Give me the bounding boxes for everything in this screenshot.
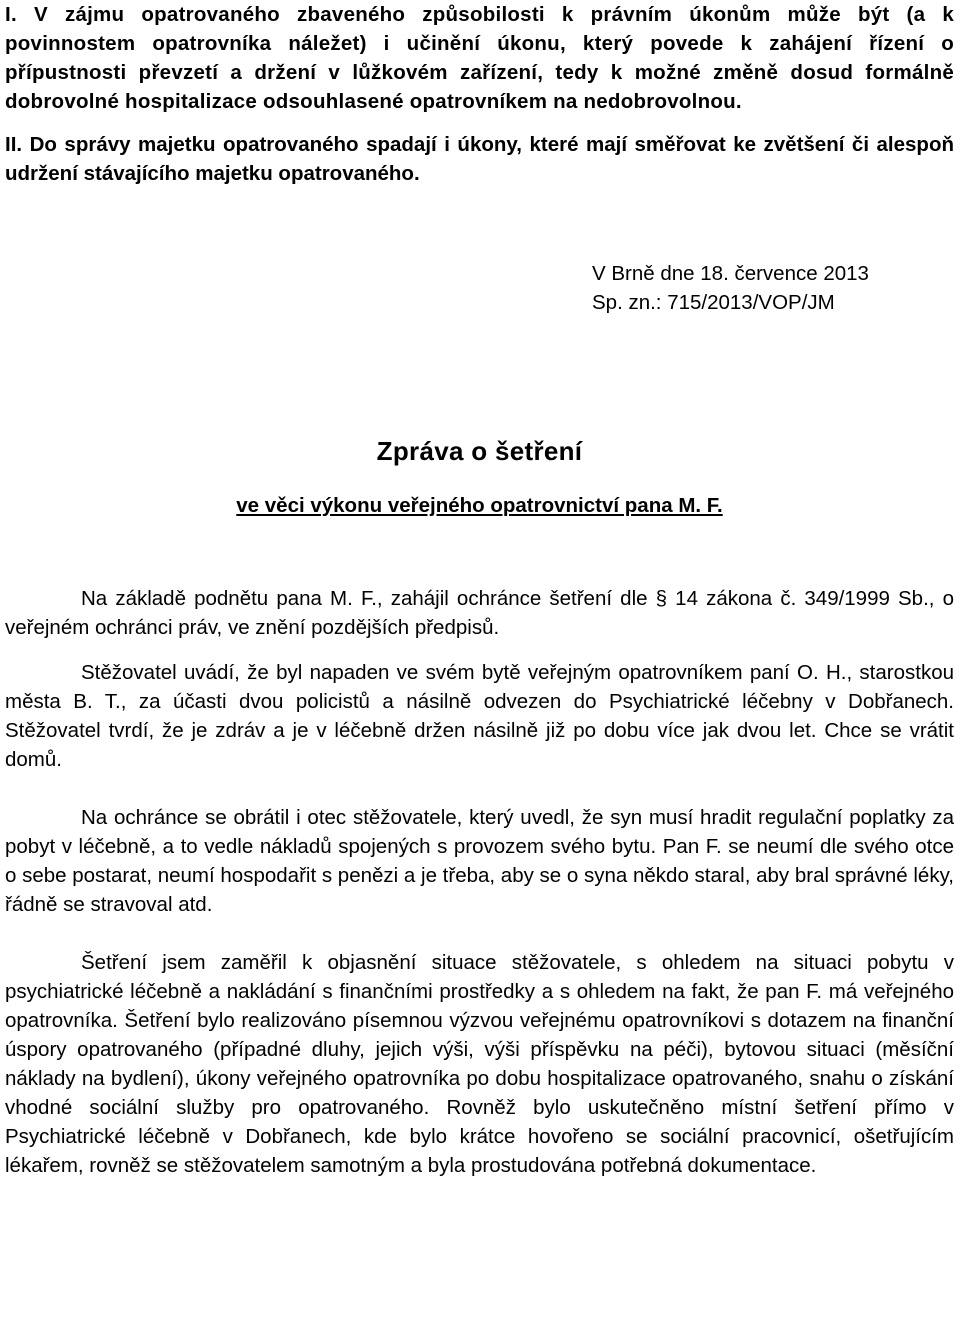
body-paragraph-4: Šetření jsem zaměřil k objasnění situace stěžovatele, s ohledem na situaci pobytu v psychiatrické léčebně a nakládání s finančními prostředky a s ohledem na fakt, že pan F. má veřejného opatrovníka. Šetření bylo realizováno písemnou výzvou veřejnému opatrovníkovi s dotazem na finanční úspory opatrovaného (případné dluhy, jejich výši, výši příspěvku na péči), bytovou situaci (měsíční náklady na bydlení), úkony veřejného opatrovníka po dobu hospitalizace opatrovaného, snahu o získání vhodné sociální služby pro opatrovaného. Rovněž bylo uskutečněno místní šetření přímo v Psychiatrické léčebně v Dobřanech, kde bylo krátce hovořeno se sociální pracovnicí, ošetřujícím lékařem, rovněž se stěžovatelem samotným a byla prostudována potřebná dokumentace. [5,951,954,1177]
report-subtitle: ve věci výkonu veřejného opatrovnictví pana M. F. [236,494,723,517]
body-paragraph-2: Stěžovatel uvádí, že byl napaden ve svém bytě veřejným opatrovníkem paní O. H., starostkou města B. T., za účasti dvou policistů a násilně odvezen do Psychiatrické léčebny v Dobřanech. Stěžovatel tvrdí, že je zdráv a je v léčebně držen násilně již po dobu více jak dvou let. Chce se vrátit domů. [5,661,954,771]
legal-principle-i: I. V zájmu opatrovaného zbaveného způsobilosti k právním úkonům může být (a k povinnostem opatrovníka náležet) i učinění úkonu, který povede k zahájení řízení o přípustnosti převzetí a držení v lůžkovém zařízení, tedy k možné změně dosud formálně dobrovolné hospitalizace odsouhlasené opatrovníkem na nedobrovolnou. [5,3,954,113]
report-title: Zpráva o šetření [376,436,583,466]
place-date: V Brně dne 18. července 2013 [592,262,869,285]
body-paragraph-1: Na základě podnětu pana M. F., zahájil ochránce šetření dle § 14 zákona č. 349/1999 Sb., o veřejném ochránci práv, ve znění pozdějších předpisů. [5,587,954,639]
body-paragraph-3: Na ochránce se obrátil i otec stěžovatele, který uvedl, že syn musí hradit regulační poplatky za pobyt v léčebně, a to vedle nákladů spojených s provozem svého bytu. Pan F. se neumí dle svého otce o sebe postarat, neumí hospodařit s penězi a je třeba, aby se o syna někdo staral, aby bral správné léky, řádně se stravoval atd. [5,806,954,916]
file-reference: Sp. zn.: 715/2013/VOP/JM [592,291,835,314]
legal-principle-ii: II. Do správy majetku opatrovaného spadají i úkony, které mají směřovat ke zvětšení či alespoň udržení stávajícího majetku opatrovaného. [5,133,954,185]
